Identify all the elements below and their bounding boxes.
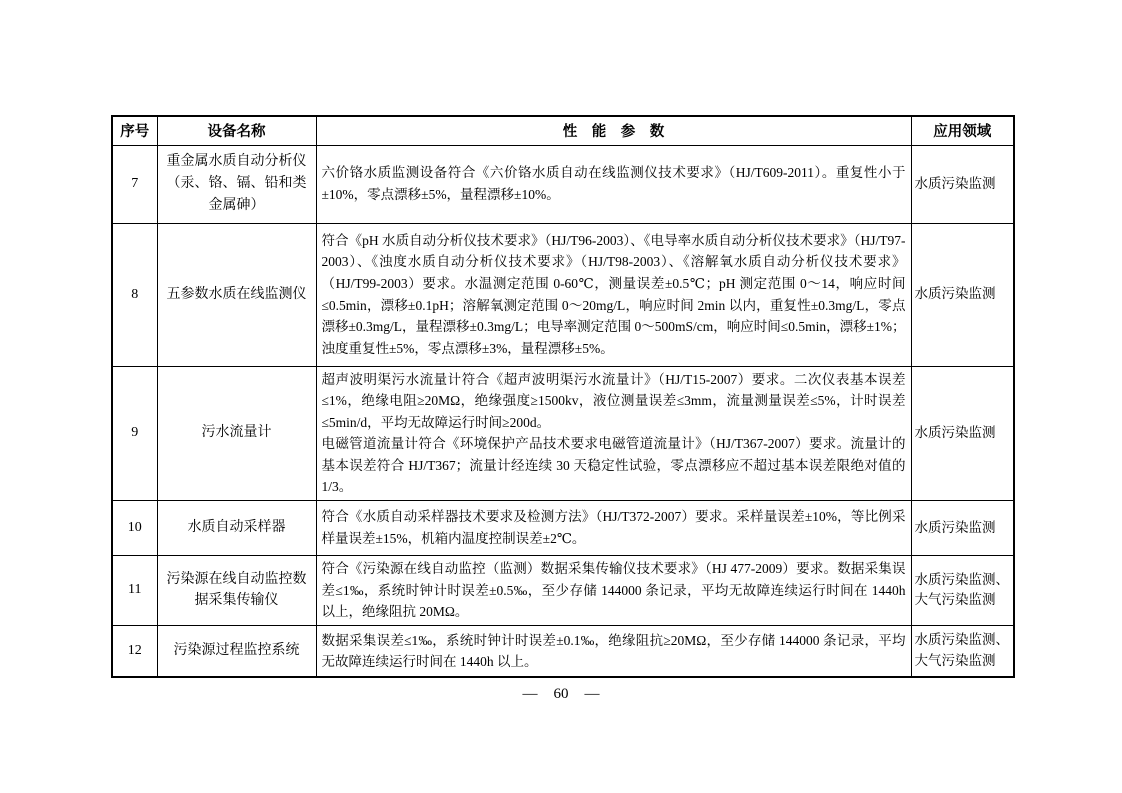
cell-equipment-name: 重金属水质自动分析仪（汞、铬、镉、铅和类金属砷） [157, 145, 316, 223]
header-application-domain: 应用领域 [911, 116, 1014, 145]
table-row [112, 625, 1014, 677]
page-footer [0, 686, 1122, 703]
footer-page-number: 60 [553, 686, 569, 702]
cell-application-domain: 水质污染监测 [911, 223, 1014, 366]
table-row [112, 223, 1014, 366]
cell-serial-number: 11 [112, 556, 157, 626]
table-row [112, 556, 1014, 626]
cell-application-domain: 水质污染监测 [911, 501, 1014, 556]
cell-application-domain: 水质污染监测、大气污染监测 [911, 556, 1014, 626]
header-equipment-name: 设备名称 [157, 116, 316, 145]
cell-performance-params [316, 223, 911, 366]
params-paragraph: 符合《污染源在线自动监控（监测）数据采集传输仪技术要求》（HJ 477-2009）要求。数据采集误差≤1‰，系统时钟计时误差±0.5‰，至少存储 144000 条记录，平均无故障连续运行时间在 1440h 以上，绝缘阻抗 20MΩ。 [321, 561, 906, 620]
table-row [112, 366, 1014, 501]
table-row [112, 501, 1014, 556]
table-row [112, 145, 1014, 223]
table-header-row [112, 116, 1014, 145]
params-paragraph: 符合《pH 水质自动分析仪技术要求》（HJ/T96-2003）、《电导率水质自动分析仪技术要求》（HJ/T97-2003）、《浊度水质自动分析仪技术要求》（HJ/T98-2003）、《溶解氧水质自动分析仪技术要求》（HJ/T99-2003）要求。水温测定范围 0-60℃，测量误差±0.5℃；pH 测定范围 0～14，响应时间≤0.5min，漂移±0.1pH；溶解氧测定范围 0～20mg/L，响应时间 2min 以内，重复性±0.3mg/L，零点漂移±0.3mg/L，量程漂移±0.3mg/L；电导率测定范围 0～500mS/cm，响应时间≤0.5min，漂移±1%；浊度重复性±5%，零点漂移±3%，量程漂移±5%。 [321, 232, 906, 356]
cell-equipment-name: 五参数水质在线监测仪 [157, 223, 316, 366]
cell-serial-number: 8 [112, 223, 157, 366]
cell-performance-params [316, 556, 911, 626]
params-paragraph: 电磁管道流量计符合《环境保护产品技术要求电磁管道流量计》（HJ/T367-2007）要求。流量计的基本误差符合 HJ/T367；流量计经连续 30 天稳定性试验，零点漂移应不超过基本误差限绝对值的 1/3。 [321, 436, 906, 495]
params-paragraph: 六价铬水质监测设备符合《六价铬水质自动在线监测仪技术要求》（HJ/T609-2011）。重复性小于±10%，零点漂移±5%，量程漂移±10%。 [321, 165, 906, 202]
footer-dash-left: — [522, 686, 538, 702]
cell-serial-number: 10 [112, 501, 157, 556]
cell-serial-number: 12 [112, 625, 157, 677]
cell-performance-params [316, 145, 911, 223]
cell-equipment-name: 水质自动采样器 [157, 501, 316, 556]
cell-application-domain: 水质污染监测、大气污染监测 [911, 625, 1014, 677]
cell-equipment-name: 污染源在线自动监控数据采集传输仪 [157, 556, 316, 626]
cell-application-domain: 水质污染监测 [911, 366, 1014, 501]
footer-dash-right: — [584, 686, 600, 702]
header-serial-number: 序号 [112, 116, 157, 145]
params-paragraph: 数据采集误差≤1‰，系统时钟计时误差±0.1‰，绝缘阻抗≥20MΩ，至少存储 144000 条记录，平均无故障连续运行时间在 1440h 以上。 [321, 632, 906, 670]
params-paragraph: 超声波明渠污水流量计符合《超声波明渠污水流量计》（HJ/T15-2007）要求。二次仪表基本误差≤1%，绝缘电阻≥20MΩ，绝缘强度≥1500kv，液位测量误差≤3mm，流量测量误差≤5%，计时误差≤5min/d，平均无故障运行时间≥200d。 [321, 371, 906, 430]
equipment-spec-table [111, 115, 1015, 678]
cell-equipment-name: 污染源过程监控系统 [157, 625, 316, 677]
cell-application-domain: 水质污染监测 [911, 145, 1014, 223]
cell-serial-number: 9 [112, 366, 157, 501]
header-performance-params: 性 能 参 数 [316, 116, 911, 145]
cell-serial-number: 7 [112, 145, 157, 223]
cell-performance-params [316, 366, 911, 501]
cell-performance-params [316, 625, 911, 677]
cell-equipment-name: 污水流量计 [157, 366, 316, 501]
params-paragraph: 符合《水质自动采样器技术要求及检测方法》（HJ/T372-2007）要求。采样量误差±10%，等比例采样量误差±15%，机箱内温度控制误差±2℃。 [321, 509, 906, 547]
cell-performance-params [316, 501, 911, 556]
